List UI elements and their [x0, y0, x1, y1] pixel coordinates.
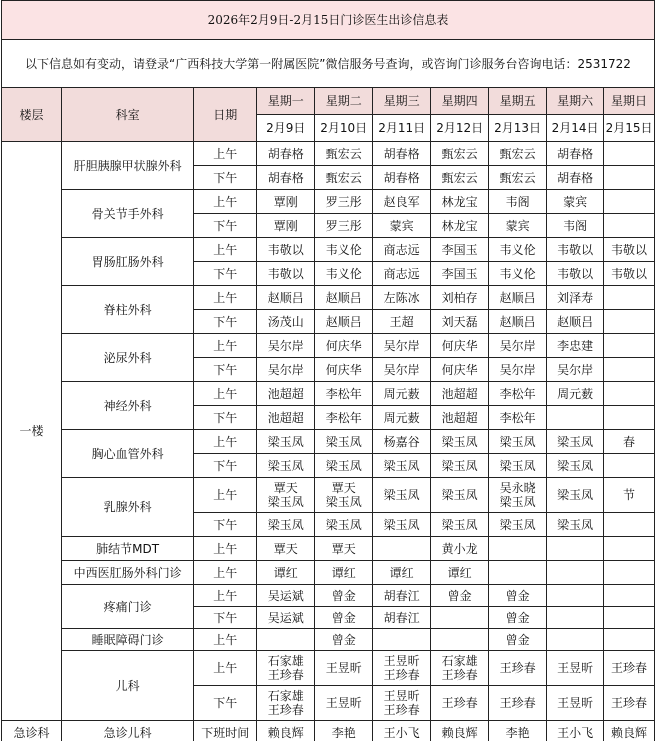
doctor-cell: 赖良辉 [604, 721, 655, 741]
doctor-cell: 韦义伦 [489, 238, 547, 262]
doctor-cell: 杨嘉谷 [373, 430, 431, 454]
doctor-cell: 梁玉凤 [547, 513, 604, 537]
doctor-cell: 覃刚 [257, 214, 315, 238]
doctor-cell: 韦阁 [547, 214, 604, 238]
doctor-cell: 胡春格 [547, 142, 604, 166]
table-row [2, 585, 655, 607]
doctor-cell: 梁玉凤 [373, 454, 431, 478]
table-row [2, 142, 655, 166]
period-cell: 上午 [194, 561, 257, 585]
doctor-cell: 林龙宝 [431, 190, 489, 214]
header-date-cell: 2月13日 [489, 115, 547, 142]
doctor-cell: 梁玉凤 [547, 454, 604, 478]
doctor-cell [604, 142, 655, 166]
doctor-cell: 韦义伦 [315, 238, 373, 262]
doctor-cell: 王昱昕 王珍春 [373, 651, 431, 686]
floor-cell: 急诊科 [2, 721, 62, 741]
doctor-cell: 何庆华 [431, 334, 489, 358]
doctor-cell: 甄宏云 [315, 142, 373, 166]
table-row [2, 334, 655, 358]
doctor-cell: 甄宏云 [315, 166, 373, 190]
doctor-cell: 吴尔岸 [547, 358, 604, 382]
doctor-cell: 石家雄 王珍春 [431, 651, 489, 686]
doctor-cell: 池超超 [257, 382, 315, 406]
header-date-cell: 2月10日 [315, 115, 373, 142]
doctor-cell: 曾金 [315, 585, 373, 607]
doctor-cell [547, 585, 604, 607]
period-cell: 下午 [194, 406, 257, 430]
doctor-cell: 赖良辉 [257, 721, 315, 741]
doctor-cell [604, 214, 655, 238]
doctor-cell: 梁玉凤 [257, 430, 315, 454]
doctor-cell [604, 561, 655, 585]
table-row [2, 382, 655, 406]
dept-cell: 乳腺外科 [62, 478, 194, 537]
doctor-cell [604, 382, 655, 406]
period-cell: 上午 [194, 190, 257, 214]
doctor-cell: 覃天 梁玉凤 [315, 478, 373, 513]
doctor-cell: 曾金 [431, 585, 489, 607]
doctor-cell: 吴尔岸 [257, 334, 315, 358]
doctor-cell: 韦敬以 [604, 262, 655, 286]
dept-cell: 睡眠障碍门诊 [62, 629, 194, 651]
doctor-cell: 韦义伦 [315, 262, 373, 286]
dept-cell: 胃肠肛肠外科 [62, 238, 194, 286]
doctor-cell: 李忠建 [547, 334, 604, 358]
doctor-cell: 曾金 [315, 629, 373, 651]
header-date-cell: 2月9日 [257, 115, 315, 142]
table-row [2, 721, 655, 741]
doctor-cell: 周元薮 [373, 382, 431, 406]
table-row [2, 537, 655, 561]
doctor-cell [547, 629, 604, 651]
table-row [2, 629, 655, 651]
doctor-cell: 梁玉凤 [315, 430, 373, 454]
period-cell: 下午 [194, 607, 257, 629]
doctor-cell [547, 607, 604, 629]
doctor-cell: 谭红 [315, 561, 373, 585]
period-cell: 下午 [194, 454, 257, 478]
doctor-cell [604, 286, 655, 310]
table-row [2, 238, 655, 262]
doctor-cell: 覃刚 [257, 190, 315, 214]
doctor-cell: 王小飞 [547, 721, 604, 741]
floor-cell: 一楼 [2, 142, 62, 721]
period-cell: 上午 [194, 651, 257, 686]
header-dept: 科室 [62, 88, 194, 142]
doctor-cell: 谭红 [257, 561, 315, 585]
doctor-cell: 梁玉凤 [373, 478, 431, 513]
header-date-cell: 2月14日 [547, 115, 604, 142]
doctor-cell: 谭红 [373, 561, 431, 585]
dept-cell: 神经外科 [62, 382, 194, 430]
doctor-cell: 商志远 [373, 262, 431, 286]
schedule-table [1, 0, 655, 741]
doctor-cell: 罗三彤 [315, 214, 373, 238]
doctor-cell: 池超超 [257, 406, 315, 430]
period-cell: 上午 [194, 537, 257, 561]
doctor-cell: 李艳 [315, 721, 373, 741]
doctor-cell: 曾金 [489, 607, 547, 629]
doctor-cell: 李松年 [489, 406, 547, 430]
doctor-cell: 韦敬以 [547, 238, 604, 262]
doctor-cell: 池超超 [431, 382, 489, 406]
doctor-cell: 梁玉凤 [373, 513, 431, 537]
doctor-cell: 吴运斌 [257, 585, 315, 607]
doctor-cell [431, 629, 489, 651]
doctor-cell: 吴尔岸 [373, 334, 431, 358]
doctor-cell: 梁玉凤 [431, 513, 489, 537]
doctor-cell: 梁玉凤 [547, 478, 604, 513]
doctor-cell: 甄宏云 [489, 142, 547, 166]
doctor-cell: 吴尔岸 [257, 358, 315, 382]
doctor-cell: 王超 [373, 310, 431, 334]
doctor-cell: 韦敬以 [547, 262, 604, 286]
page-title: 2026年2月9日-2月15日门诊医生出诊信息表 [2, 1, 655, 40]
doctor-cell: 刘柏存 [431, 286, 489, 310]
doctor-cell: 李松年 [315, 382, 373, 406]
doctor-cell [489, 561, 547, 585]
doctor-cell: 商志远 [373, 238, 431, 262]
doctor-cell: 胡春格 [257, 142, 315, 166]
period-cell: 上午 [194, 334, 257, 358]
doctor-cell: 赵顺吕 [315, 310, 373, 334]
dept-cell: 急诊儿科 [62, 721, 194, 741]
doctor-cell: 韦敬以 [257, 262, 315, 286]
doctor-cell: 赵顺吕 [315, 286, 373, 310]
doctor-cell [373, 629, 431, 651]
doctor-cell [604, 537, 655, 561]
doctor-cell: 吴运斌 [257, 607, 315, 629]
doctor-cell: 林龙宝 [431, 214, 489, 238]
doctor-cell [604, 334, 655, 358]
doctor-cell: 吴尔岸 [489, 358, 547, 382]
doctor-cell: 王昱昕 [315, 686, 373, 721]
doctor-cell: 黄小龙 [431, 537, 489, 561]
doctor-cell [547, 537, 604, 561]
doctor-cell: 节 [604, 478, 655, 513]
table-row [2, 478, 655, 513]
doctor-cell: 王珍春 [489, 686, 547, 721]
doctor-cell: 梁玉凤 [431, 454, 489, 478]
period-cell: 上午 [194, 238, 257, 262]
period-cell: 下午 [194, 513, 257, 537]
doctor-cell [604, 310, 655, 334]
doctor-cell: 梁玉凤 [257, 454, 315, 478]
doctor-cell: 蒙宾 [489, 214, 547, 238]
period-cell: 上午 [194, 585, 257, 607]
table-row [2, 190, 655, 214]
doctor-cell: 吴尔岸 [373, 358, 431, 382]
doctor-cell: 何庆华 [315, 358, 373, 382]
header-date-cell: 2月11日 [373, 115, 431, 142]
doctor-cell: 刘天磊 [431, 310, 489, 334]
header-weekday: 星期一 [257, 88, 315, 115]
doctor-cell: 梁玉凤 [489, 513, 547, 537]
doctor-cell [604, 190, 655, 214]
doctor-cell: 曾金 [489, 585, 547, 607]
doctor-cell: 曾金 [489, 629, 547, 651]
dept-cell: 肝胆胰腺甲状腺外科 [62, 142, 194, 190]
doctor-cell: 胡春格 [373, 166, 431, 190]
doctor-cell: 覃天 梁玉凤 [257, 478, 315, 513]
doctor-cell: 韦敬以 [257, 238, 315, 262]
dept-cell: 泌尿外科 [62, 334, 194, 382]
period-cell: 下午 [194, 214, 257, 238]
doctor-cell: 谭红 [431, 561, 489, 585]
doctor-cell: 梁玉凤 [431, 478, 489, 513]
period-cell: 上午 [194, 286, 257, 310]
table-row [2, 286, 655, 310]
doctor-cell: 李松年 [315, 406, 373, 430]
doctor-cell: 王小飞 [373, 721, 431, 741]
doctor-cell: 王珍春 [489, 651, 547, 686]
header-floor: 楼层 [2, 88, 62, 142]
doctor-cell: 梁玉凤 [315, 454, 373, 478]
doctor-cell: 周元薮 [373, 406, 431, 430]
doctor-cell: 胡春江 [373, 607, 431, 629]
doctor-cell: 蒙宾 [547, 190, 604, 214]
doctor-cell [604, 607, 655, 629]
doctor-cell: 罗三彤 [315, 190, 373, 214]
period-cell: 上午 [194, 478, 257, 513]
doctor-cell: 胡春格 [373, 142, 431, 166]
table-row [2, 561, 655, 585]
doctor-cell: 李艳 [489, 721, 547, 741]
doctor-cell: 甄宏云 [431, 166, 489, 190]
doctor-cell [373, 537, 431, 561]
dept-cell: 中西医肛肠外科门诊 [62, 561, 194, 585]
doctor-cell: 韦义伦 [489, 262, 547, 286]
doctor-cell [604, 629, 655, 651]
doctor-cell: 赖良辉 [431, 721, 489, 741]
period-cell: 下午 [194, 310, 257, 334]
doctor-cell: 赵良军 [373, 190, 431, 214]
doctor-cell: 胡春江 [373, 585, 431, 607]
dept-cell: 儿科 [62, 651, 194, 721]
doctor-cell: 梁玉凤 [547, 430, 604, 454]
period-cell: 下午 [194, 262, 257, 286]
header-weekday: 星期三 [373, 88, 431, 115]
period-cell: 下班时间 [194, 721, 257, 741]
doctor-cell [489, 537, 547, 561]
header-weekday: 星期日 [604, 88, 655, 115]
doctor-cell: 梁玉凤 [315, 513, 373, 537]
doctor-cell: 梁玉凤 [489, 430, 547, 454]
period-cell: 下午 [194, 358, 257, 382]
period-cell: 上午 [194, 142, 257, 166]
doctor-cell [604, 358, 655, 382]
doctor-cell: 胡春格 [257, 166, 315, 190]
period-cell: 上午 [194, 430, 257, 454]
doctor-cell [547, 406, 604, 430]
doctor-cell: 王珍春 [604, 651, 655, 686]
doctor-cell: 吴尔岸 [489, 334, 547, 358]
doctor-cell [604, 406, 655, 430]
dept-cell: 胸心血管外科 [62, 430, 194, 478]
doctor-cell [604, 454, 655, 478]
period-cell: 上午 [194, 382, 257, 406]
doctor-cell: 王珍春 [431, 686, 489, 721]
doctor-cell: 韦阁 [489, 190, 547, 214]
doctor-cell [604, 585, 655, 607]
doctor-cell: 春 [604, 430, 655, 454]
doctor-cell: 赵顺吕 [547, 310, 604, 334]
header-date: 日期 [194, 88, 257, 142]
header-weekday: 星期六 [547, 88, 604, 115]
doctor-cell: 吴永晓 梁玉凤 [489, 478, 547, 513]
period-cell: 上午 [194, 629, 257, 651]
doctor-cell: 李国玉 [431, 238, 489, 262]
doctor-cell [257, 629, 315, 651]
doctor-cell: 左陈冰 [373, 286, 431, 310]
header-weekday: 星期四 [431, 88, 489, 115]
dept-cell: 疼痛门诊 [62, 585, 194, 629]
doctor-cell: 王珍春 [604, 686, 655, 721]
period-cell: 下午 [194, 686, 257, 721]
table-row [2, 651, 655, 686]
notice-text: 以下信息如有变动，请登录“广西科技大学第一附属医院”微信服务号查询，或咨询门诊服务台咨询电话：2531722 [2, 40, 655, 88]
dept-cell: 脊柱外科 [62, 286, 194, 334]
doctor-cell: 覃天 [257, 537, 315, 561]
doctor-cell: 石家雄 王珍春 [257, 651, 315, 686]
period-cell: 下午 [194, 166, 257, 190]
header-weekday: 星期五 [489, 88, 547, 115]
doctor-cell: 王昱昕 王珍春 [373, 686, 431, 721]
header-date-cell: 2月15日 [604, 115, 655, 142]
doctor-cell [604, 513, 655, 537]
doctor-cell [604, 166, 655, 190]
dept-cell: 肺结节MDT [62, 537, 194, 561]
doctor-cell: 何庆华 [315, 334, 373, 358]
doctor-cell: 王昱昕 [547, 686, 604, 721]
doctor-cell: 刘泽寿 [547, 286, 604, 310]
doctor-cell: 梁玉凤 [257, 513, 315, 537]
doctor-cell: 池超超 [431, 406, 489, 430]
doctor-cell: 蒙宾 [373, 214, 431, 238]
doctor-cell: 胡春格 [547, 166, 604, 190]
doctor-cell: 赵顺吕 [257, 286, 315, 310]
doctor-cell: 王昱昕 [547, 651, 604, 686]
doctor-cell: 甄宏云 [431, 142, 489, 166]
doctor-cell: 石家雄 王珍春 [257, 686, 315, 721]
doctor-cell: 甄宏云 [489, 166, 547, 190]
doctor-cell: 王昱昕 [315, 651, 373, 686]
doctor-cell: 梁玉凤 [489, 454, 547, 478]
doctor-cell: 赵顺吕 [489, 286, 547, 310]
header-weekday: 星期二 [315, 88, 373, 115]
dept-cell: 骨关节手外科 [62, 190, 194, 238]
doctor-cell: 韦敬以 [604, 238, 655, 262]
doctor-cell: 覃天 [315, 537, 373, 561]
doctor-cell: 梁玉凤 [431, 430, 489, 454]
doctor-cell: 何庆华 [431, 358, 489, 382]
doctor-cell: 汤茂山 [257, 310, 315, 334]
table-row [2, 430, 655, 454]
doctor-cell: 李国玉 [431, 262, 489, 286]
doctor-cell: 李松年 [489, 382, 547, 406]
doctor-cell: 赵顺吕 [489, 310, 547, 334]
doctor-cell: 曾金 [315, 607, 373, 629]
doctor-cell: 周元薮 [547, 382, 604, 406]
header-date-cell: 2月12日 [431, 115, 489, 142]
doctor-cell [547, 561, 604, 585]
doctor-cell [431, 607, 489, 629]
